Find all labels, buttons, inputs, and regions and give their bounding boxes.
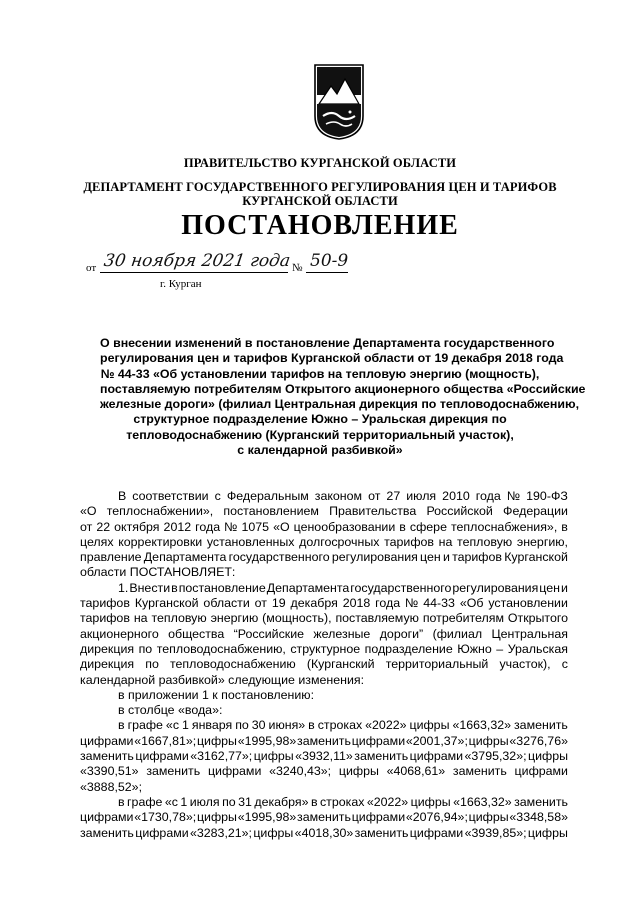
body-word: “Российские <box>233 626 305 641</box>
body-word: Российской <box>426 504 493 519</box>
body-word: тарифов <box>452 550 502 565</box>
body-word: долгосрочных <box>299 534 380 549</box>
date-underline <box>100 272 288 273</box>
body-word: по <box>145 657 159 672</box>
body-word: графе <box>127 718 163 733</box>
date-number-line <box>86 251 386 279</box>
body-word: № <box>224 519 238 534</box>
body-word: Федеральным <box>226 489 309 503</box>
body-word: цифры <box>410 794 451 809</box>
body-word: сфере <box>409 519 447 534</box>
body-word: энергию <box>210 611 259 626</box>
coat-of-arms-emblem <box>314 64 364 140</box>
body-word: «2022» <box>365 718 407 733</box>
body-word: корректировки <box>118 534 203 549</box>
body-word: от <box>254 596 267 611</box>
body-word: тарифов <box>384 534 435 549</box>
subject-line: О внесении изменений в постановление Департамента государственного <box>100 336 555 350</box>
body-word: области <box>203 596 250 611</box>
body-word: дирекция <box>80 641 135 656</box>
body-word: цифрами <box>207 764 262 779</box>
body-word: цифрами <box>351 733 406 748</box>
body-word: октября <box>114 519 160 534</box>
body-word: на <box>133 611 148 626</box>
body-line <box>80 504 568 519</box>
body-line <box>80 489 568 504</box>
body-word: Уральская <box>507 641 568 656</box>
government-name: ПРАВИТЕЛЬСТВО КУРГАНСКОЙ ОБЛАСТИ <box>183 156 457 170</box>
body-word: цифры <box>409 718 450 733</box>
document-type-title: ПОСТАНОВЛЕНИЕ <box>181 210 459 241</box>
body-word: заменить <box>80 825 134 840</box>
body-word: цифрами <box>409 749 464 764</box>
body-word: (Курганский <box>306 657 375 672</box>
body-word: потребителям <box>422 611 504 626</box>
body-word: теплоснабжении», <box>106 504 214 519</box>
body-word: железные <box>313 626 371 641</box>
body-word: тарифов <box>80 611 130 626</box>
body-word: цифры <box>196 733 237 748</box>
body-word: В <box>118 489 127 503</box>
body-word: «О <box>273 519 290 534</box>
body-word: Департамента <box>266 580 350 595</box>
body-word: года <box>195 519 221 534</box>
body-word: акционерного <box>80 626 159 641</box>
subject-line: железные дороги» (филиал Центральная дирекция по тепловодоснабжению, <box>100 397 580 412</box>
body-word: регулирования <box>331 550 418 565</box>
body-word: по <box>138 641 153 656</box>
body-word: заменить <box>354 825 409 840</box>
body-word: заменить <box>514 794 568 809</box>
body-word: цифрами <box>80 810 134 825</box>
body-word: Курганской <box>134 596 199 611</box>
body-word: «2001,37»; <box>405 733 468 748</box>
body-line <box>80 810 568 825</box>
body-word: «3283,21»; <box>189 825 252 840</box>
body-word: установленных <box>206 534 295 549</box>
body-word: тепловодоснабжению <box>169 657 296 672</box>
body-line <box>80 749 568 764</box>
body-word: «с <box>165 718 180 733</box>
body-word: в <box>308 718 315 733</box>
body-word: 19 <box>271 596 286 611</box>
body-line <box>80 581 568 596</box>
body-line <box>80 642 568 657</box>
body-word: Правительства <box>329 504 417 519</box>
body-word: «с <box>164 794 178 809</box>
body-word: цифры <box>196 810 237 825</box>
body-word: и <box>442 550 450 565</box>
handwritten-date: 30 ноября 2021 года <box>102 251 292 271</box>
body-word: «3240,43»; <box>269 764 332 779</box>
body-word: (мощность), <box>262 611 332 626</box>
body-word: «3348,58» <box>509 810 568 825</box>
city-name: г. Курган <box>160 278 202 290</box>
body-word: «1995,98» <box>237 733 297 748</box>
body-word: июня» <box>268 718 306 733</box>
body-word: Центральная <box>491 626 568 641</box>
subject-line: № 44-33 «Об установлении тарифов на тепловую энергию (мощность), <box>100 366 540 381</box>
body-line <box>80 535 568 550</box>
body-word: цифры <box>527 825 568 840</box>
body-word: 2010 <box>442 489 470 503</box>
body-line <box>80 734 568 749</box>
body-word: цифры <box>253 749 294 764</box>
body-word: регулирования <box>452 580 539 595</box>
body-word: 2018 <box>342 596 371 611</box>
body-word: 1. <box>118 580 129 595</box>
body-word: цифрами <box>351 810 406 825</box>
body-word: 27 <box>386 489 401 503</box>
body-word: «2076,94»; <box>405 810 468 825</box>
body-word: «1663,32» <box>453 794 512 809</box>
body-word: «1667,81»; <box>134 733 197 748</box>
body-word: «1995,98» <box>237 810 297 825</box>
body-word: с <box>561 657 568 672</box>
body-line <box>80 718 568 733</box>
body-word: цифрами <box>514 764 568 779</box>
body-word: цифрами <box>135 825 189 840</box>
number-prefix: № <box>292 262 303 274</box>
body-word: цифры <box>253 825 294 840</box>
document-body <box>80 489 568 841</box>
body-line: в приложении 1 к постановлению: <box>118 687 315 702</box>
body-word: года <box>475 489 501 503</box>
body-line: области ПОСТАНОВЛЯЕТ: <box>80 565 236 580</box>
body-word: «О <box>80 504 97 519</box>
body-word: тепловую <box>457 534 513 549</box>
body-word: цифры <box>468 810 509 825</box>
body-word: «3932,11» <box>295 749 353 764</box>
body-word: 30 <box>251 718 266 733</box>
body-word: с <box>214 489 221 503</box>
body-word: установлении <box>488 596 568 611</box>
body-word: целях <box>80 534 114 549</box>
body-word: 44-33 <box>423 596 455 611</box>
body-word: графе <box>127 794 163 809</box>
body-word: подразделение <box>364 641 453 656</box>
body-word: «3162,77»; <box>190 749 253 764</box>
body-word: заменить <box>297 810 351 825</box>
body-word: Открытого <box>507 611 568 626</box>
body-word: строках <box>319 794 365 809</box>
body-line <box>80 627 568 642</box>
body-word: в <box>171 580 178 595</box>
body-word: 2012 <box>163 519 192 534</box>
body-line <box>80 550 568 565</box>
body-word: территориальный <box>385 657 489 672</box>
body-line: «3888,52»; <box>80 779 143 794</box>
body-word: правление <box>80 550 142 565</box>
body-word: – <box>496 641 504 656</box>
body-word: соответствии <box>132 489 209 503</box>
body-word: заменить <box>297 733 351 748</box>
body-line <box>80 520 568 535</box>
body-word: 1075 <box>241 519 270 534</box>
body-word: (филиал <box>432 626 483 641</box>
handwritten-number: 50-9 <box>310 251 349 271</box>
body-word: в <box>561 519 568 534</box>
body-line <box>80 596 568 611</box>
body-word: «Об <box>459 596 484 611</box>
body-word: цифры <box>468 733 509 748</box>
body-line <box>80 657 568 672</box>
body-line: календарной разбивкой» следующие изменения: <box>80 672 365 687</box>
body-word: заменить <box>452 764 507 779</box>
body-word: цен <box>539 580 560 595</box>
body-word: заменить <box>146 764 201 779</box>
body-word: в <box>118 718 125 733</box>
body-word: июля <box>189 794 220 809</box>
subject-line: регулирования цен и тарифов Курганской области от 19 декабря 2018 года <box>100 351 564 366</box>
body-word: законом <box>314 489 363 503</box>
body-word: 1 <box>181 718 189 733</box>
number-underline <box>306 272 348 273</box>
body-word: заменить <box>80 749 134 764</box>
body-word: заменить <box>514 718 568 733</box>
body-word: теплоснабжения», <box>451 519 558 534</box>
body-word: по <box>222 794 236 809</box>
body-word: «3276,76» <box>509 733 568 748</box>
body-word: № <box>506 489 521 503</box>
body-word: июля <box>406 489 437 503</box>
body-line <box>80 764 568 779</box>
body-word: цен <box>420 550 441 565</box>
body-word: № <box>405 596 419 611</box>
body-word: 190-ФЗ <box>526 489 568 503</box>
body-word: «3795,32»; <box>464 749 527 764</box>
body-word: тепловую <box>151 611 207 626</box>
document-subject <box>100 336 586 458</box>
body-word: от <box>80 519 93 534</box>
department-name-line1: ДЕПАРТАМЕНТ ГОСУДАРСТВЕННОГО РЕГУЛИРОВАНИЯ ЦЕН И ТАРИФОВ <box>83 180 557 194</box>
body-word: цифры <box>338 764 379 779</box>
department-name <box>0 180 640 208</box>
body-word: и <box>560 580 568 595</box>
body-word: дороги” <box>379 626 424 641</box>
body-word: 31 <box>238 794 252 809</box>
body-word: постановление <box>178 580 266 595</box>
body-line <box>80 611 568 626</box>
body-word: на <box>438 534 453 549</box>
subject-line: тепловодоснабжению (Курганский территориальный участок), <box>126 427 514 442</box>
body-line <box>80 826 568 841</box>
body-word: «4068,61» <box>386 764 446 779</box>
body-line <box>80 795 568 810</box>
department-name-line2: КУРГАНСКОЙ ОБЛАСТИ <box>242 194 398 208</box>
body-word: «1663,32» <box>452 718 512 733</box>
body-word: «3939,85»; <box>464 825 527 840</box>
body-word: в <box>399 519 406 534</box>
body-word: «1730,78»; <box>134 810 197 825</box>
body-word: государственного <box>228 550 330 565</box>
subject-line: поставляемую потребителям Открытого акционерного общества «Российские <box>100 381 586 396</box>
body-word: общества <box>168 626 225 641</box>
body-word: по <box>235 718 249 733</box>
body-word: «4018,30» <box>294 825 354 840</box>
body-word: Внести <box>129 580 171 595</box>
body-word: цифрами <box>80 733 134 748</box>
body-word: в <box>118 794 125 809</box>
body-word: года <box>375 596 401 611</box>
body-word: Федерации <box>503 504 568 519</box>
date-prefix: от <box>86 262 97 274</box>
body-word: Южно <box>457 641 492 656</box>
body-word: ценообразовании <box>293 519 396 534</box>
body-word: структурное <box>290 641 361 656</box>
body-word: в <box>310 794 318 809</box>
body-word: от <box>368 489 381 503</box>
body-word: заменить <box>354 749 409 764</box>
body-word: цифры <box>527 749 568 764</box>
body-word: постановлением <box>223 504 319 519</box>
body-word: Департамента <box>143 550 227 565</box>
body-word: 22 <box>96 519 111 534</box>
body-word: тарифов <box>80 596 130 611</box>
body-word: Курганской <box>504 550 568 565</box>
body-word: дирекция <box>80 657 135 672</box>
body-word: участок), <box>499 657 551 672</box>
body-word: декабря <box>290 596 338 611</box>
body-word: поставляемую <box>335 611 419 626</box>
body-word: цифрами <box>135 749 189 764</box>
subject-line: с календарной разбивкой» <box>237 443 403 458</box>
body-word: декабря» <box>254 794 309 809</box>
body-word: января <box>191 718 233 733</box>
body-word: «3390,51» <box>80 764 139 779</box>
body-word: тепловодоснабжению, <box>156 641 286 656</box>
body-line: в столбце «вода»: <box>118 703 223 718</box>
body-word: энергию, <box>516 534 568 549</box>
body-word: 1 <box>180 794 188 809</box>
body-word: цифрами <box>409 825 464 840</box>
subject-line: структурное подразделение Южно – Уральская дирекция по <box>133 412 507 427</box>
body-word: «2022» <box>366 794 409 809</box>
body-word: государственного <box>350 580 452 595</box>
body-word: строках <box>317 718 363 733</box>
